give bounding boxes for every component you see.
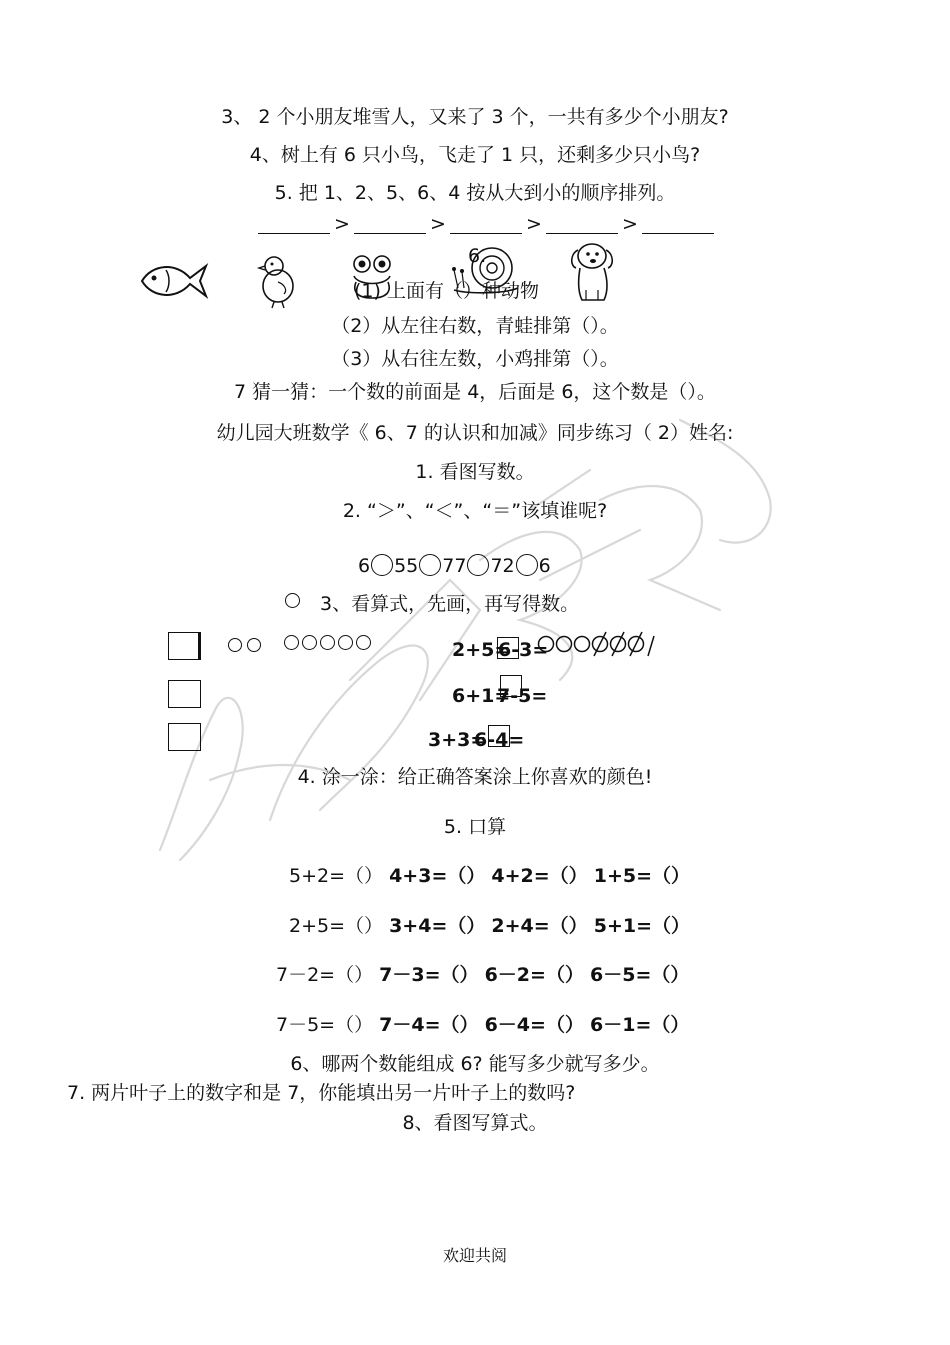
question-6-2: （2）从左往右数，青蛙排第（）。 [331, 315, 619, 337]
draw-expression-3b: 6-4= [474, 729, 525, 751]
oral-row [276, 963, 689, 987]
worksheet-title: 幼儿园大班数学《 6、7 的认识和加减》同步练习（ 2）姓名: [216, 422, 734, 444]
compare-number: 6 [538, 555, 551, 577]
chick-icon [256, 252, 300, 310]
greater-sign: > [334, 213, 350, 235]
question-5: 5. 把 1、2、5、6、4 按从大到小的顺序排列。 [274, 182, 676, 204]
oral-item: 4+3=（） [389, 865, 486, 887]
greater-sign: > [430, 213, 446, 235]
oral-item: 4+2=（） [491, 865, 588, 887]
oral-item: 2+5=（） [289, 915, 384, 937]
question-4: 4、树上有 6 只小鸟，飞走了 1 只，还剩多少只小鸟? [249, 144, 701, 166]
section-2: 2. “＞”、“＜”、“＝”该填谁呢? [342, 500, 608, 522]
answer-box[interactable] [168, 723, 201, 751]
oral-item: 5+1=（） [593, 915, 691, 937]
circle-icon [228, 638, 242, 652]
greater-sign: > [526, 213, 542, 235]
answer-box[interactable] [168, 680, 201, 708]
oral-item: 6－4=（） [484, 1014, 584, 1036]
oral-item: 1+5=（） [593, 865, 691, 887]
section-5: 5. 口算 [443, 816, 507, 838]
question-6-number: 6. [468, 245, 487, 267]
compare-number: 55 [394, 555, 419, 577]
draw-expression-2b: 7-5= [497, 685, 548, 707]
oral-item: 6－1=（） [590, 1014, 690, 1036]
draw-expression-1b: 6-3= [498, 639, 549, 661]
answer-box[interactable] [168, 632, 201, 660]
oral-row [289, 914, 690, 938]
draw-expression-1a: 2+5= [452, 639, 511, 661]
answer-blank[interactable] [258, 213, 330, 234]
draw-expression-2a: 6+1= [452, 685, 511, 707]
question-3: 3、 2 个小朋友堆雪人，又来了 3 个，一共有多少个小朋友? [221, 106, 729, 128]
oral-item: 7－2=（） [276, 964, 374, 986]
circle-icon [338, 635, 353, 650]
oral-row [276, 1013, 689, 1037]
oral-item: 6－2=（） [484, 964, 584, 986]
section-6: 6、哪两个数能组成 6? 能写多少就写多少。 [290, 1053, 660, 1075]
footer-text: 欢迎共阅 [442, 1246, 507, 1265]
oral-item: 3+4=（） [389, 915, 486, 937]
compare-circle[interactable] [516, 554, 538, 576]
section-1: 1. 看图写数。 [415, 461, 535, 483]
question-6-1: (1) 上面有（）种动物 [354, 280, 539, 302]
puppy-icon [568, 240, 614, 304]
circle-icon [284, 635, 299, 650]
compare-circle[interactable] [467, 554, 489, 576]
section-7: 7. 两片叶子上的数字和是 7，你能填出另一片叶子上的数吗? [67, 1082, 576, 1104]
fish-icon [138, 258, 210, 304]
order-blanks [258, 212, 714, 236]
compare-number: 72 [490, 555, 515, 577]
answer-blank[interactable] [354, 213, 426, 234]
section-8: 8、看图写算式。 [402, 1112, 548, 1134]
oral-item: 7－3=（） [379, 964, 479, 986]
circle-icon [302, 635, 317, 650]
oral-row [289, 864, 690, 888]
answer-blank[interactable] [642, 213, 714, 234]
draw-expression-3a: 3+3= [428, 729, 487, 751]
answer-blank[interactable] [450, 213, 522, 234]
section-3: 3、看算式，先画，再写得数。 [320, 593, 580, 615]
small-circle-icon [285, 593, 300, 608]
circle-icon [247, 638, 261, 652]
circle-icon [356, 635, 371, 650]
oral-item: 5+2=（） [289, 865, 384, 887]
question-6-3: （3）从右往左数，小鸡排第（）。 [331, 348, 619, 370]
compare-number: 77 [442, 555, 467, 577]
oral-item: 7－5=（） [276, 1014, 374, 1036]
greater-sign: > [622, 213, 638, 235]
compare-row [358, 554, 551, 578]
crossed-circles-icon [536, 630, 658, 660]
oral-item: 2+4=（） [491, 915, 588, 937]
oral-item: 7－4=（） [379, 1014, 479, 1036]
circle-icon [320, 635, 335, 650]
oral-item: 6－5=（） [590, 964, 690, 986]
answer-blank[interactable] [546, 213, 618, 234]
section-4: 4. 涂一涂：给正确答案涂上你喜欢的颜色! [297, 766, 653, 788]
question-7: 7 猜一猜：一个数的前面是 4，后面是 6，这个数是（）。 [234, 381, 716, 403]
compare-circle[interactable] [371, 554, 393, 576]
compare-number: 6 [358, 555, 371, 577]
compare-circle[interactable] [419, 554, 441, 576]
